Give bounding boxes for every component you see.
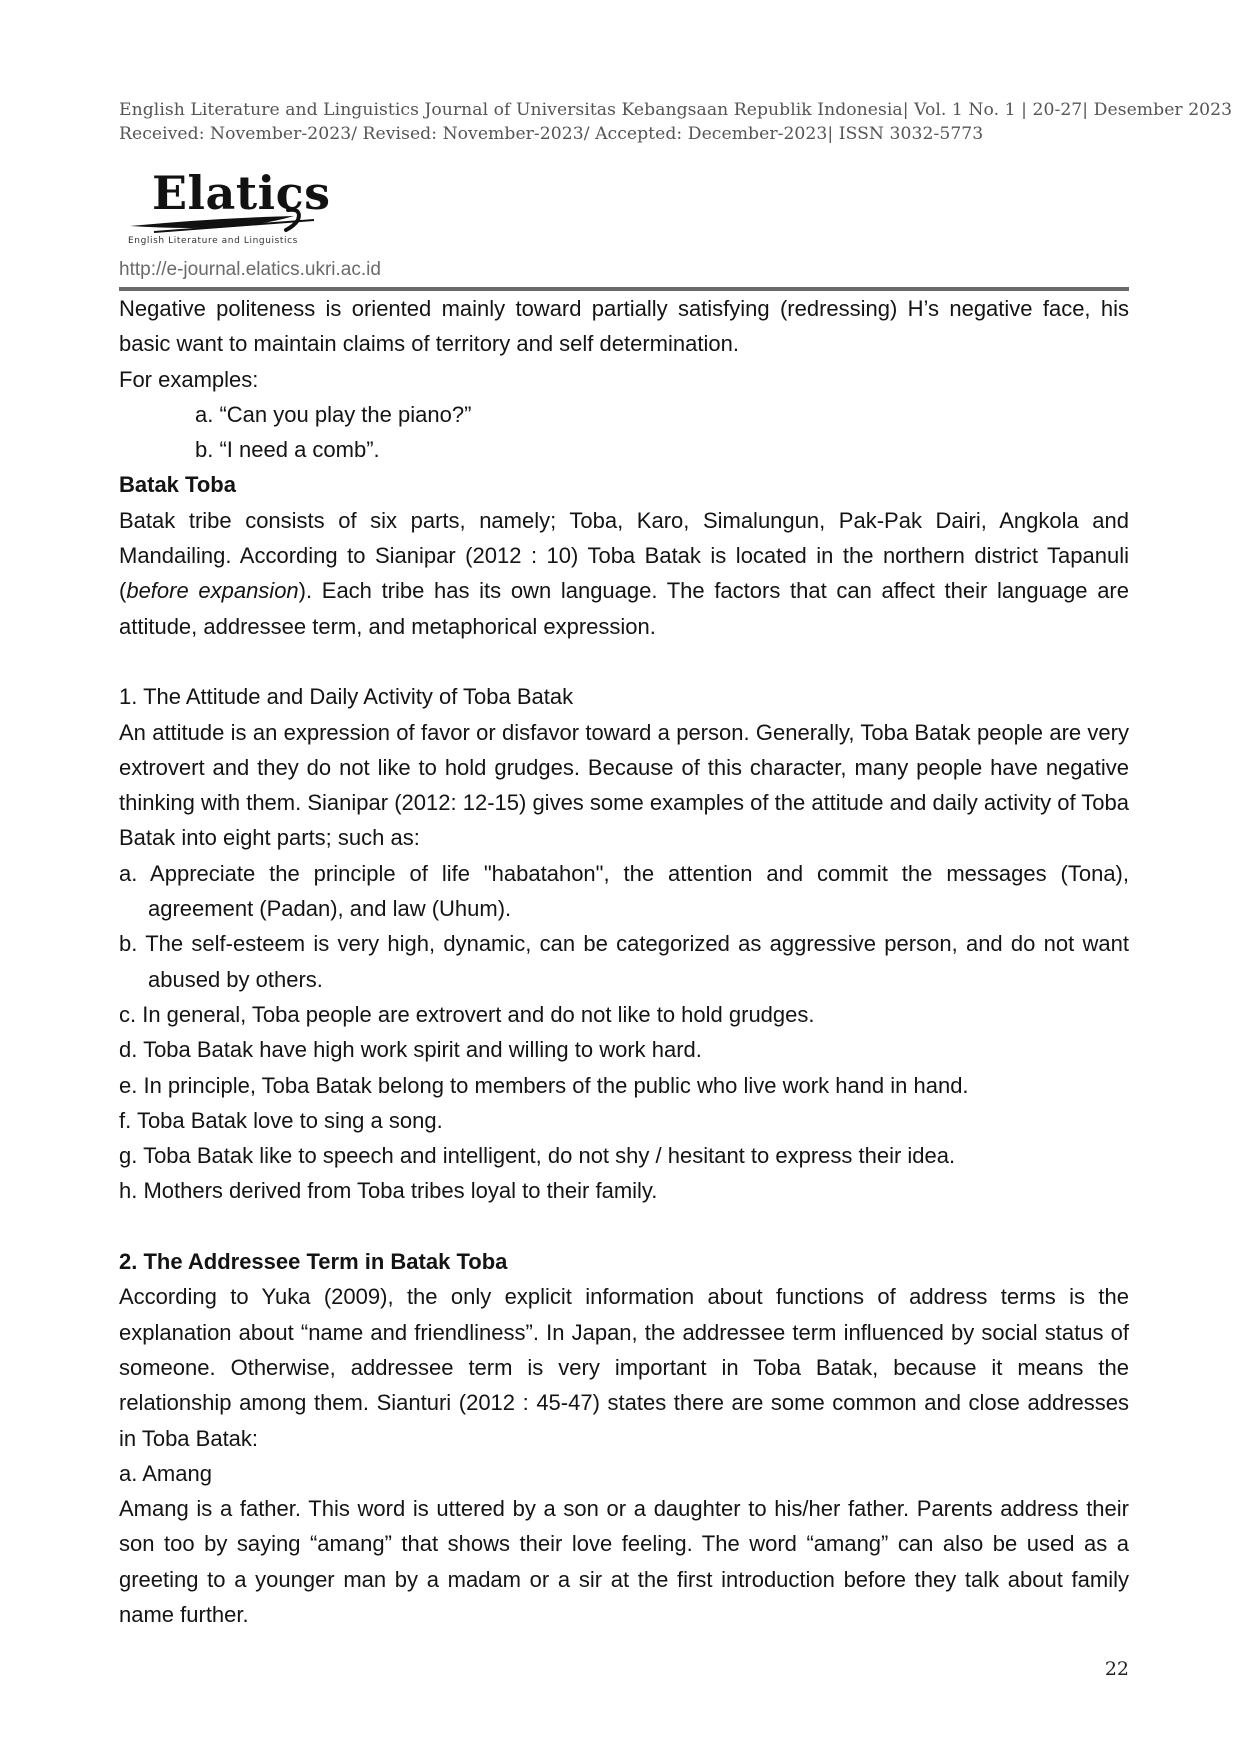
- example-item-a: a. “Can you play the piano?”: [195, 401, 472, 427]
- list-item: c. In general, Toba people are extrovert and do not like to hold grudges.: [119, 1001, 815, 1027]
- list-item: a. Appreciate the principle of life "habatahon", the attention and commit the messages (Tona), agreement (Padan), and law (Uhum).: [119, 860, 1129, 922]
- list-item: e. In principle, Toba Batak belong to members of the public who live work hand in hand.: [119, 1072, 969, 1098]
- logo-wordmark: Elatics: [152, 166, 331, 220]
- list-item: f. Toba Batak love to sing a song.: [119, 1107, 443, 1133]
- page-number: 22: [1104, 1658, 1129, 1680]
- examples-label: For examples:: [119, 366, 259, 392]
- paragraph-batak-tribe: [119, 503, 1129, 644]
- list-item: b. The self-esteem is very high, dynamic, can be categorized as aggressive person, and do not want abused by others.: [119, 931, 1129, 992]
- paragraph-addressee-term: According to Yuka (2009), the only explicit information about functions of address terms is the explanation about “name and friendliness”. In Japan, the addressee term influenced by social status of someone. Otherwise, addressee term is very important in Toba Batak, because it means the relationship among them. Sianturi (2012 : 45-47) states there are some common and close addresses in Toba Batak:: [119, 1284, 1129, 1451]
- subheading-amang: a. Amang: [119, 1460, 212, 1486]
- journal-url-link[interactable]: http://e-journal.elatics.ukri.ac.id: [119, 259, 381, 280]
- article-body: [119, 291, 1129, 1632]
- example-item-b: b. “I need a comb”.: [195, 437, 380, 463]
- list-item: h. Mothers derived from Toba tribes loyal to their family.: [119, 1178, 658, 1204]
- paragraph-amang: Amang is a father. This word is uttered by a son or a daughter to his/her father. Parents address their son too by saying “amang” that shows their love feeling. The word “amang” can also be used as a greeting to a younger man by a madam or a sir at the first introduction before they talk about family name further.: [119, 1496, 1129, 1627]
- journal-info-line: English Literature and Linguistics Journal of Universitas Kebangsaan Republik Indonesia| Vol. 1 No. 1 | 20-27| Desember 2023: [119, 100, 1233, 120]
- logo-subtitle: English Literature and Linguistics: [128, 236, 298, 246]
- list-item: d. Toba Batak have high work spirit and willing to work hard.: [119, 1037, 702, 1063]
- paragraph-batak-tribe-text-2: ). Each tribe has its own language. The factors that can affect their language are attitude, addressee term, and metaphorical expression.: [119, 578, 1129, 639]
- paragraph-attitude: An attitude is an expression of favor or disfavor toward a person. Generally, Toba Batak people are very extrovert and they do not like to hold grudges. Because of this character, many people have negative thinking with them. Sianipar (2012: 12-15) gives some examples of the attitude and daily activity of Toba Batak into eight parts; such as:: [119, 719, 1129, 851]
- journal-logo: [124, 160, 354, 256]
- section-heading-addressee-term: 2. The Addressee Term in Batak Toba: [119, 1249, 508, 1275]
- paragraph-batak-tribe-text-1: Batak tribe consists of six parts, namely; Toba, Karo, Simalungun, Pak-Pak Dairi, Angkola and Mandailing. According to Sianipar (2012 : 10) Toba Batak is located in the northern district Tapanuli (: [119, 507, 1129, 604]
- paragraph-batak-tribe-italic: before expansion: [126, 578, 299, 604]
- spacer: [119, 644, 1129, 679]
- paragraph-negative-politeness: Negative politeness is oriented mainly toward partially satisfying (redressing) H’s negative face, his basic want to maintain claims of territory and self determination.: [119, 296, 1129, 357]
- section-heading-batak-toba: Batak Toba: [119, 472, 236, 498]
- spacer: [119, 1209, 1129, 1244]
- subheading-attitude: 1. The Attitude and Daily Activity of Toba Batak: [119, 684, 574, 710]
- list-item: g. Toba Batak like to speech and intelligent, do not shy / hesitant to express their idea.: [119, 1143, 956, 1169]
- dates-issn-line: Received: November-2023/ Revised: November-2023/ Accepted: December-2023| ISSN 3032-5773: [119, 124, 984, 144]
